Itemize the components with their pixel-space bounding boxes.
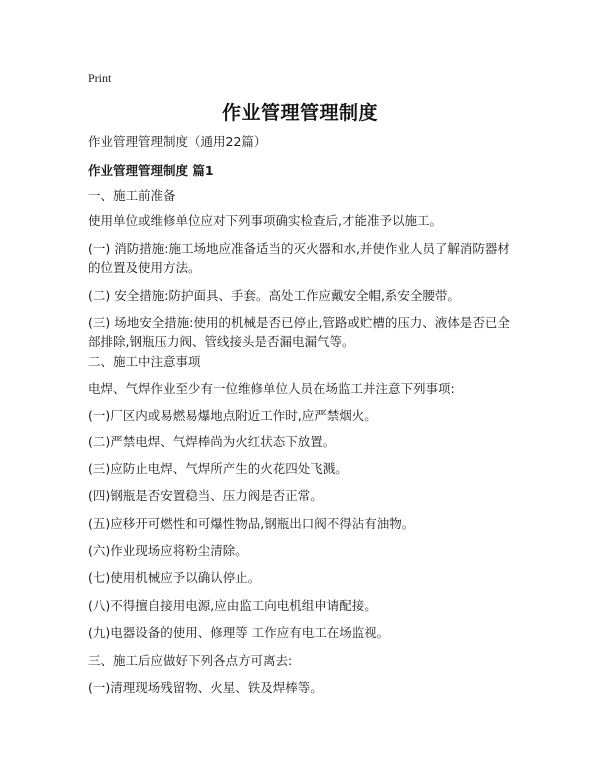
paragraph: (五)应移开可燃性和可爆性物品,钢瓶出口阀不得沾有油物。 <box>88 516 415 531</box>
paragraph: (三) 场地安全措施:使用的机械是否已停止,管路或贮槽的压力、液体是否已全部排除,钢瓶压力阀、管线接头是否漏电漏气等。 <box>88 315 510 349</box>
paragraph: 使用单位或维修单位应对下列事项确实检查后,才能准予以施工。 <box>88 213 442 228</box>
paragraph: (七)使用机械应予以确认停止。 <box>88 570 261 585</box>
paragraph: (二) 安全措施:防护面具、手套。高处工作应戴安全帽,系安全腰带。 <box>88 288 460 303</box>
paragraph: (一)厂区内或易燃易爆地点附近工作时,应严禁烟火。 <box>88 408 377 423</box>
paragraph: (九)电器设备的使用、修理等 工作应有电工在场监视。 <box>88 625 390 640</box>
paragraph: (一) 消防措施:施工场地应准备适当的灭火器和水,并使作业人员了解消防器材的位置及使用方法。 <box>88 241 510 275</box>
paragraph: 二、施工中注意事项 <box>88 354 201 369</box>
paragraph: (三)应防止电焊、气焊所产生的火花四处飞溅。 <box>88 461 348 476</box>
paragraph: (一)清理现场残留物、火星、铁及焊棒等。 <box>88 680 323 695</box>
paragraph: 一、施工前准备 <box>88 188 176 203</box>
paragraph: 三、施工后应做好下列各点方可离去: <box>88 653 293 668</box>
paragraph: (八)不得擅自接用电源,应由监工向电机组申请配接。 <box>88 598 377 613</box>
paragraph: 电焊、气焊作业至少有一位维修单位人员在场监工并注意下列事项: <box>88 381 455 396</box>
subtitle: 作业管理管理制度（通用22篇） <box>88 134 267 149</box>
paragraph: (二)严禁电焊、气焊棒尚为火红状态下放置。 <box>88 434 336 449</box>
paragraph: (六)作业现场应将粉尘清除。 <box>88 543 248 558</box>
section-heading: 作业管理管理制度 篇1 <box>88 163 214 178</box>
print-label: Print <box>88 71 112 85</box>
page-title: 作业管理管理制度 <box>221 102 378 124</box>
paragraph: (四)钢瓶是否安置稳当、压力阀是否正常。 <box>88 488 323 503</box>
